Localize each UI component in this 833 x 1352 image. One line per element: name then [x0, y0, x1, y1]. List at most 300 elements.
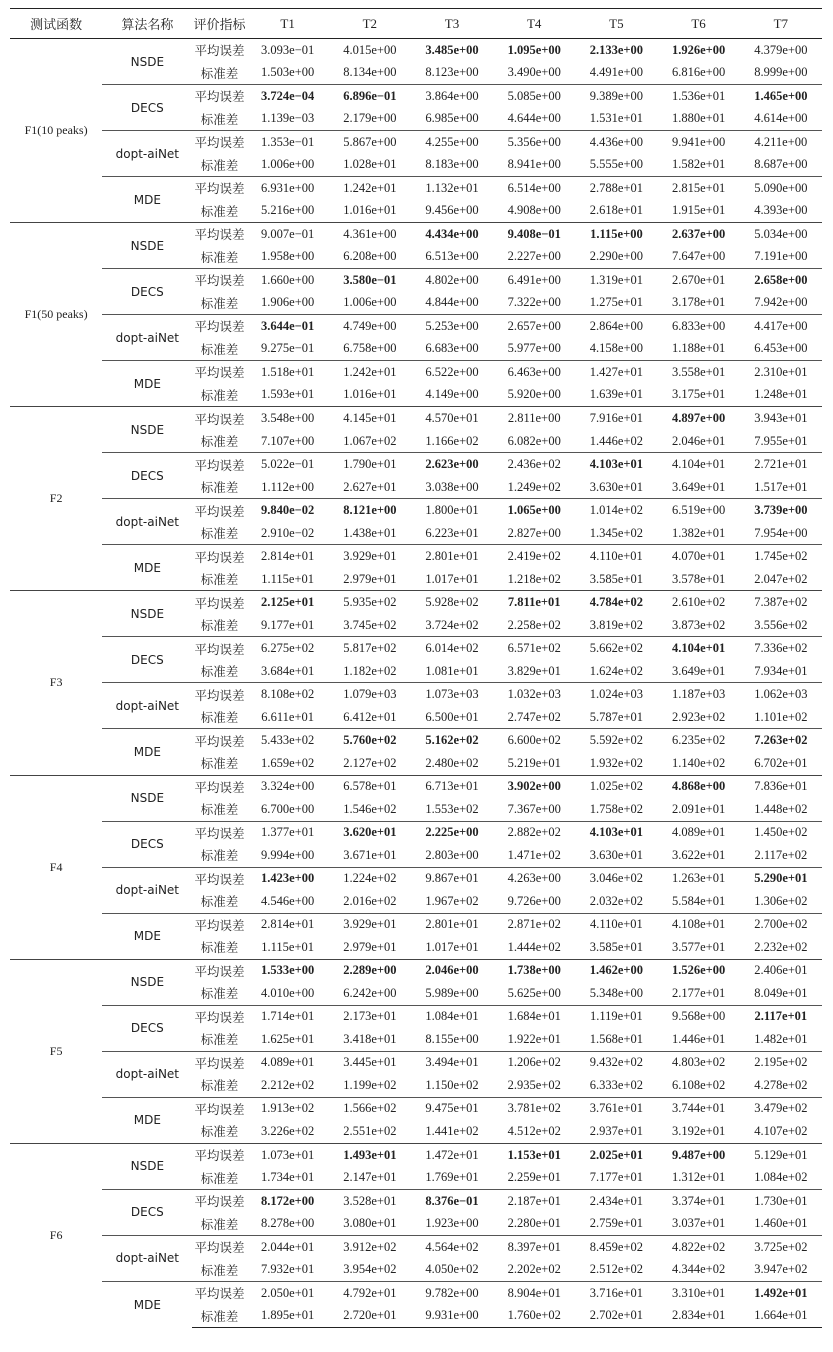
- value-cell-t6: 4.104e+01: [658, 637, 740, 660]
- value-cell-t1: 1.115e+01: [261, 939, 315, 954]
- value-cell-t3: 2.801e+01: [411, 913, 493, 936]
- value-cell-t6: 3.577e+01: [671, 939, 726, 954]
- value-cell-t4: 8.904e+01: [493, 1281, 575, 1304]
- value-cell-t4: 4.263e+00: [493, 867, 575, 890]
- algorithm-name: MDE: [102, 729, 192, 775]
- algorithm-name: MDE: [102, 913, 192, 959]
- value-cell-t3: 6.513e+00: [425, 249, 479, 264]
- value-cell-t7: 7.955e+01: [754, 433, 808, 448]
- value-cell-t4: 2.827e+00: [507, 525, 561, 540]
- metric-label: 标准差: [200, 849, 239, 864]
- value-cell-t4: 4.512e+02: [507, 1123, 561, 1138]
- value-cell-t4: 2.202e+02: [507, 1262, 561, 1277]
- value-cell-t6: 1.926e+00: [658, 39, 740, 62]
- value-cell-t2: 1.016e+01: [343, 387, 397, 402]
- value-cell-t6: 6.519e+00: [658, 499, 740, 522]
- table-row: [10, 821, 822, 844]
- value-cell-t2: 4.749e+00: [329, 315, 411, 338]
- value-cell-t7: 2.117e+01: [740, 1005, 822, 1028]
- value-cell-t3: 9.931e+00: [411, 1304, 493, 1327]
- value-cell-t3: 4.149e+00: [425, 387, 479, 402]
- algorithm-name: DECS: [102, 637, 192, 683]
- value-cell-t3: 4.570e+01: [411, 407, 493, 430]
- algorithm-name: NSDE: [102, 39, 192, 85]
- value-cell-t7: 7.191e+00: [754, 249, 808, 264]
- value-cell-t5: 1.119e+01: [575, 1005, 657, 1028]
- value-cell-t1: 6.931e+00: [247, 177, 329, 200]
- metric-label: 标准差: [200, 987, 239, 1002]
- value-cell-t6: 4.897e+00: [658, 407, 740, 430]
- value-cell-t7: 5.129e+01: [740, 1143, 822, 1166]
- header-t1: T1: [247, 9, 329, 39]
- value-cell-t2: 6.578e+01: [329, 775, 411, 798]
- metric-label: 平均误差: [192, 1097, 246, 1120]
- value-cell-t5: 1.427e+01: [575, 361, 657, 384]
- value-cell-t1: 1.593e+01: [261, 387, 315, 402]
- algorithm-name: DECS: [102, 1005, 192, 1051]
- value-cell-t1: 1.503e+00: [261, 65, 315, 80]
- table-row: [10, 407, 822, 430]
- value-cell-t5: 1.932e+02: [589, 755, 644, 770]
- value-cell-t4: 5.977e+00: [507, 341, 561, 356]
- function-name: F1(50 peaks): [10, 223, 102, 407]
- value-cell-t3: 2.225e+00: [411, 821, 493, 844]
- value-cell-t1: 2.814e+01: [247, 913, 329, 936]
- value-cell-t7: 7.934e+01: [754, 663, 808, 678]
- value-cell-t2: 4.361e+00: [329, 223, 411, 246]
- metric-label: 标准差: [200, 1125, 239, 1140]
- value-cell-t6: 1.312e+01: [671, 1170, 726, 1185]
- value-cell-t2: 2.979e+01: [343, 939, 397, 954]
- value-cell-t4: 3.829e+01: [507, 663, 561, 678]
- value-cell-t2: 2.173e+01: [329, 1005, 411, 1028]
- value-cell-t2: 6.412e+01: [343, 709, 397, 724]
- value-cell-t1: 3.548e+00: [247, 407, 329, 430]
- value-cell-t7: 3.725e+02: [740, 1235, 822, 1258]
- value-cell-t4: 4.644e+00: [507, 111, 561, 126]
- metric-label: 标准差: [200, 895, 239, 910]
- value-cell-t4: 8.397e+01: [493, 1235, 575, 1258]
- algorithm-name: dopt-aiNet: [102, 683, 192, 729]
- value-cell-t4: 1.249e+02: [507, 479, 561, 494]
- value-cell-t2: 3.080e+01: [343, 1216, 397, 1231]
- metric-label: 标准差: [200, 204, 239, 219]
- metric-label: 平均误差: [192, 1143, 246, 1166]
- metric-label: 标准差: [200, 158, 239, 173]
- value-cell-t5: 1.462e+00: [575, 959, 657, 982]
- table-row: [10, 1097, 822, 1120]
- value-cell-t4: 2.871e+02: [493, 913, 575, 936]
- value-cell-t3: 1.967e+02: [425, 893, 479, 908]
- value-cell-t6: 4.089e+01: [658, 821, 740, 844]
- value-cell-t6: 4.868e+00: [658, 775, 740, 798]
- value-cell-t3: 5.162e+02: [411, 729, 493, 752]
- value-cell-t2: 6.896e−01: [329, 85, 411, 108]
- value-cell-t2: 2.627e+01: [343, 479, 397, 494]
- value-cell-t3: 8.183e+00: [425, 157, 479, 172]
- value-cell-t1: 1.913e+02: [247, 1097, 329, 1120]
- value-cell-t7: 1.306e+02: [754, 893, 808, 908]
- value-cell-t4: 6.571e+02: [493, 637, 575, 660]
- value-cell-t1: 3.724e−04: [247, 85, 329, 108]
- algorithm-name: dopt-aiNet: [102, 131, 192, 177]
- value-cell-t1: 5.433e+02: [247, 729, 329, 752]
- value-cell-t7: 1.465e+00: [740, 85, 822, 108]
- table-row: [10, 361, 822, 384]
- value-cell-t4: 5.085e+00: [493, 85, 575, 108]
- value-cell-t7: 3.479e+02: [740, 1097, 822, 1120]
- value-cell-t7: 2.047e+02: [754, 571, 808, 586]
- value-cell-t6: 1.915e+01: [671, 203, 726, 218]
- metric-label: 平均误差: [192, 913, 246, 936]
- value-cell-t2: 5.935e+02: [329, 591, 411, 614]
- value-cell-t3: 6.985e+00: [425, 111, 479, 126]
- value-cell-t1: 6.611e+01: [261, 709, 315, 724]
- value-cell-t1: 4.010e+00: [261, 985, 315, 1000]
- value-cell-t2: 4.015e+00: [329, 39, 411, 62]
- value-cell-t4: 6.463e+00: [493, 361, 575, 384]
- value-cell-t7: 2.406e+01: [740, 959, 822, 982]
- algorithm-name: DECS: [102, 269, 192, 315]
- metric-label: 标准差: [200, 619, 239, 634]
- value-cell-t3: 1.800e+01: [411, 499, 493, 522]
- value-cell-t3: 5.989e+00: [425, 985, 479, 1000]
- table-row: [10, 85, 822, 108]
- value-cell-t3: 1.017e+01: [425, 571, 479, 586]
- metric-label: 标准差: [192, 1304, 246, 1327]
- value-cell-t1: 9.177e+01: [261, 617, 315, 632]
- value-cell-t1: 1.659e+02: [261, 755, 315, 770]
- metric-label: 标准差: [200, 1263, 239, 1278]
- value-cell-t2: 1.438e+01: [343, 525, 397, 540]
- value-cell-t6: 1.582e+01: [671, 157, 726, 172]
- value-cell-t5: 3.716e+01: [575, 1281, 657, 1304]
- value-cell-t3: 1.166e+02: [425, 433, 479, 448]
- value-cell-t1: 1.353e−01: [247, 131, 329, 154]
- value-cell-t5: 2.434e+01: [575, 1189, 657, 1212]
- metric-label: 标准差: [200, 527, 239, 542]
- value-cell-t6: 3.037e+01: [671, 1216, 726, 1231]
- metric-label: 标准差: [200, 388, 239, 403]
- value-cell-t1: 8.172e+00: [247, 1189, 329, 1212]
- value-cell-t1: 2.212e+02: [261, 1077, 315, 1092]
- value-cell-t5: 3.046e+02: [575, 867, 657, 890]
- value-cell-t3: 9.475e+01: [411, 1097, 493, 1120]
- value-cell-t4: 2.419e+02: [493, 545, 575, 568]
- metric-label: 标准差: [200, 757, 239, 772]
- value-cell-t4: 2.747e+02: [507, 709, 561, 724]
- value-cell-t5: 7.177e+01: [589, 1170, 644, 1185]
- value-cell-t1: 1.139e−03: [261, 111, 315, 126]
- value-cell-t1: 3.684e+01: [261, 663, 315, 678]
- metric-label: 平均误差: [192, 453, 246, 476]
- value-cell-t4: 1.206e+02: [493, 1051, 575, 1074]
- value-cell-t3: 6.014e+02: [411, 637, 493, 660]
- table-row: [10, 269, 822, 292]
- value-cell-t7: 8.687e+00: [754, 157, 808, 172]
- value-cell-t6: 1.446e+01: [671, 1031, 726, 1046]
- value-cell-t5: 2.290e+00: [589, 249, 644, 264]
- value-cell-t7: 2.700e+02: [740, 913, 822, 936]
- value-cell-t4: 2.657e+00: [493, 315, 575, 338]
- value-cell-t2: 1.242e+01: [329, 177, 411, 200]
- value-cell-t4: 6.514e+00: [493, 177, 575, 200]
- table-row: [10, 499, 822, 522]
- value-cell-t6: 6.108e+02: [671, 1077, 726, 1092]
- value-cell-t1: 8.108e+02: [247, 683, 329, 706]
- function-name: F6: [10, 1143, 102, 1327]
- value-cell-t1: 2.044e+01: [247, 1235, 329, 1258]
- value-cell-t3: 2.803e+00: [425, 847, 479, 862]
- metric-label: 平均误差: [192, 361, 246, 384]
- header-t6: T6: [658, 9, 740, 39]
- value-cell-t6: 2.834e+01: [658, 1304, 740, 1327]
- value-cell-t1: 1.377e+01: [247, 821, 329, 844]
- value-cell-t7: 4.107e+02: [754, 1123, 808, 1138]
- algorithm-name: NSDE: [102, 775, 192, 821]
- value-cell-t5: 7.916e+01: [575, 407, 657, 430]
- value-cell-t3: 1.073e+03: [411, 683, 493, 706]
- value-cell-t4: 5.920e+00: [507, 387, 561, 402]
- metric-label: 平均误差: [192, 315, 246, 338]
- metric-label: 平均误差: [192, 591, 246, 614]
- value-cell-t1: 9.007e−01: [247, 223, 329, 246]
- metric-label: 平均误差: [192, 1189, 246, 1212]
- function-name: F2: [10, 407, 102, 591]
- value-cell-t5: 1.531e+01: [589, 111, 644, 126]
- value-cell-t6: 6.235e+02: [658, 729, 740, 752]
- metric-label: 平均误差: [192, 39, 246, 62]
- metric-label: 平均误差: [192, 1051, 246, 1074]
- value-cell-t3: 9.782e+00: [411, 1281, 493, 1304]
- value-cell-t4: 7.811e+01: [493, 591, 575, 614]
- metric-label: 标准差: [200, 665, 239, 680]
- table-body: [10, 39, 822, 1328]
- value-cell-t7: 7.387e+02: [740, 591, 822, 614]
- value-cell-t3: 3.485e+00: [411, 39, 493, 62]
- value-cell-t1: 3.644e−01: [247, 315, 329, 338]
- metric-label: 平均误差: [192, 545, 246, 568]
- algorithm-name: dopt-aiNet: [102, 1051, 192, 1097]
- value-cell-t3: 5.253e+00: [411, 315, 493, 338]
- value-cell-t7: 1.482e+01: [754, 1031, 808, 1046]
- value-cell-t5: 8.459e+02: [575, 1235, 657, 1258]
- value-cell-t4: 3.490e+00: [507, 65, 561, 80]
- value-cell-t5: 4.103e+01: [575, 821, 657, 844]
- algorithm-name: NSDE: [102, 591, 192, 637]
- value-cell-t7: 5.034e+00: [740, 223, 822, 246]
- value-cell-t1: 1.895e+01: [247, 1304, 329, 1327]
- value-cell-t4: 1.032e+03: [493, 683, 575, 706]
- value-cell-t5: 1.275e+01: [589, 295, 644, 310]
- value-cell-t5: 1.025e+02: [575, 775, 657, 798]
- value-cell-t1: 2.910e−02: [261, 525, 315, 540]
- header-function: 测试函数: [10, 9, 102, 39]
- function-name: F3: [10, 591, 102, 775]
- value-cell-t6: 4.344e+02: [671, 1262, 726, 1277]
- value-cell-t5: 4.784e+02: [575, 591, 657, 614]
- value-cell-t4: 1.095e+00: [493, 39, 575, 62]
- value-cell-t6: 6.833e+00: [658, 315, 740, 338]
- value-cell-t3: 1.150e+02: [425, 1077, 479, 1092]
- value-cell-t5: 5.555e+00: [589, 157, 644, 172]
- algorithm-name: dopt-aiNet: [102, 315, 192, 361]
- value-cell-t2: 1.224e+02: [329, 867, 411, 890]
- value-cell-t1: 1.625e+01: [261, 1031, 315, 1046]
- value-cell-t5: 1.758e+02: [589, 801, 644, 816]
- value-cell-t3: 2.623e+00: [411, 453, 493, 476]
- value-cell-t2: 5.867e+00: [329, 131, 411, 154]
- value-cell-t6: 5.584e+01: [671, 893, 726, 908]
- value-cell-t6: 3.873e+02: [671, 617, 726, 632]
- value-cell-t3: 6.223e+01: [425, 525, 479, 540]
- value-cell-t6: 9.941e+00: [658, 131, 740, 154]
- table-row: [10, 223, 822, 246]
- value-cell-t3: 1.017e+01: [425, 939, 479, 954]
- value-cell-t7: 1.062e+03: [740, 683, 822, 706]
- value-cell-t4: 2.227e+00: [507, 249, 561, 264]
- value-cell-t1: 5.022e−01: [247, 453, 329, 476]
- value-cell-t3: 6.500e+01: [425, 709, 479, 724]
- value-cell-t2: 1.016e+01: [343, 203, 397, 218]
- value-cell-t4: 1.684e+01: [493, 1005, 575, 1028]
- value-cell-t2: 3.528e+01: [329, 1189, 411, 1212]
- table-row: [10, 1143, 822, 1166]
- value-cell-t1: 1.423e+00: [247, 867, 329, 890]
- value-cell-t3: 1.923e+00: [425, 1216, 479, 1231]
- algorithm-name: NSDE: [102, 223, 192, 269]
- table-row: [10, 39, 822, 62]
- value-cell-t6: 4.108e+01: [658, 913, 740, 936]
- value-cell-t1: 4.546e+00: [261, 893, 315, 908]
- value-cell-t4: 9.726e+00: [507, 893, 561, 908]
- value-cell-t2: 1.493e+01: [329, 1143, 411, 1166]
- value-cell-t1: 5.216e+00: [261, 203, 315, 218]
- value-cell-t5: 2.864e+00: [575, 315, 657, 338]
- value-cell-t1: 1.073e+01: [247, 1143, 329, 1166]
- value-cell-t5: 3.585e+01: [589, 939, 644, 954]
- metric-label: 平均误差: [192, 729, 246, 752]
- value-cell-t2: 2.289e+00: [329, 959, 411, 982]
- header-metric: 评价指标: [192, 9, 246, 39]
- value-cell-t7: 4.278e+02: [754, 1077, 808, 1092]
- function-name: F5: [10, 959, 102, 1143]
- value-cell-t7: 1.745e+02: [740, 545, 822, 568]
- value-cell-t4: 8.941e+00: [507, 157, 561, 172]
- value-cell-t3: 9.867e+01: [411, 867, 493, 890]
- value-cell-t5: 2.937e+01: [589, 1123, 644, 1138]
- table-row: [10, 453, 822, 476]
- value-cell-t2: 3.580e−01: [329, 269, 411, 292]
- value-cell-t7: 3.556e+02: [754, 617, 808, 632]
- metric-label: 平均误差: [192, 223, 246, 246]
- value-cell-t6: 3.744e+01: [658, 1097, 740, 1120]
- value-cell-t5: 1.345e+02: [589, 525, 644, 540]
- value-cell-t2: 1.242e+01: [329, 361, 411, 384]
- value-cell-t3: 4.844e+00: [425, 295, 479, 310]
- value-cell-t5: 3.761e+01: [575, 1097, 657, 1120]
- metric-label: 标准差: [200, 250, 239, 265]
- value-cell-t6: 2.610e+02: [658, 591, 740, 614]
- metric-label: 平均误差: [192, 1235, 246, 1258]
- value-cell-t4: 5.625e+00: [507, 985, 561, 1000]
- value-cell-t1: 1.533e+00: [247, 959, 329, 982]
- value-cell-t3: 9.456e+00: [425, 203, 479, 218]
- value-cell-t7: 2.195e+02: [740, 1051, 822, 1074]
- metric-label: 标准差: [200, 296, 239, 311]
- value-cell-t2: 1.028e+01: [343, 157, 397, 172]
- header-t3: T3: [411, 9, 493, 39]
- value-cell-t3: 2.801e+01: [411, 545, 493, 568]
- value-cell-t6: 2.091e+01: [671, 801, 726, 816]
- algorithm-name: DECS: [102, 453, 192, 499]
- value-cell-t3: 2.480e+02: [425, 755, 479, 770]
- value-cell-t4: 2.882e+02: [493, 821, 575, 844]
- value-cell-t5: 5.787e+01: [589, 709, 644, 724]
- value-cell-t2: 6.208e+00: [343, 249, 397, 264]
- value-cell-t6: 3.178e+01: [671, 295, 726, 310]
- value-cell-t2: 1.067e+02: [343, 433, 397, 448]
- metric-label: 平均误差: [192, 499, 246, 522]
- value-cell-t1: 3.226e+02: [261, 1123, 315, 1138]
- value-cell-t3: 8.155e+00: [425, 1031, 479, 1046]
- value-cell-t4: 1.065e+00: [493, 499, 575, 522]
- value-cell-t7: 5.290e+01: [740, 867, 822, 890]
- value-cell-t1: 1.958e+00: [261, 249, 315, 264]
- value-cell-t3: 1.441e+02: [425, 1123, 479, 1138]
- value-cell-t5: 2.032e+02: [589, 893, 644, 908]
- value-cell-t3: 1.472e+01: [411, 1143, 493, 1166]
- value-cell-t1: 1.112e+00: [261, 479, 315, 494]
- value-cell-t1: 1.006e+00: [261, 157, 315, 172]
- value-cell-t4: 1.153e+01: [493, 1143, 575, 1166]
- table-row: [10, 131, 822, 154]
- value-cell-t6: 4.803e+02: [658, 1051, 740, 1074]
- algorithm-name: DECS: [102, 1189, 192, 1235]
- value-cell-t5: 1.024e+03: [575, 683, 657, 706]
- value-cell-t4: 6.082e+00: [507, 433, 561, 448]
- value-cell-t2: 8.121e+00: [329, 499, 411, 522]
- value-cell-t1: 2.814e+01: [247, 545, 329, 568]
- table-row: [10, 1005, 822, 1028]
- value-cell-t2: 2.016e+02: [343, 893, 397, 908]
- header-t5: T5: [575, 9, 657, 39]
- value-cell-t4: 3.902e+00: [493, 775, 575, 798]
- value-cell-t7: 1.101e+02: [754, 709, 808, 724]
- value-cell-t6: 3.374e+01: [658, 1189, 740, 1212]
- value-cell-t6: 4.104e+01: [658, 453, 740, 476]
- value-cell-t6: 2.046e+01: [671, 433, 726, 448]
- value-cell-t3: 5.928e+02: [411, 591, 493, 614]
- table-row: [10, 177, 822, 200]
- value-cell-t7: 8.049e+01: [754, 985, 808, 1000]
- value-cell-t7: 7.942e+00: [754, 295, 808, 310]
- value-cell-t6: 1.526e+00: [658, 959, 740, 982]
- value-cell-t1: 7.932e+01: [261, 1262, 315, 1277]
- metric-label: 标准差: [200, 1171, 239, 1186]
- value-cell-t4: 2.187e+01: [493, 1189, 575, 1212]
- value-cell-t6: 4.070e+01: [658, 545, 740, 568]
- value-cell-t6: 7.647e+00: [671, 249, 726, 264]
- value-cell-t6: 3.649e+01: [671, 663, 726, 678]
- value-cell-t2: 3.671e+01: [343, 847, 397, 862]
- value-cell-t5: 2.788e+01: [575, 177, 657, 200]
- value-cell-t2: 1.079e+03: [329, 683, 411, 706]
- value-cell-t2: 1.546e+02: [343, 801, 397, 816]
- value-cell-t7: 3.943e+01: [740, 407, 822, 430]
- value-cell-t7: 1.664e+01: [740, 1304, 822, 1327]
- table-row: [10, 1281, 822, 1304]
